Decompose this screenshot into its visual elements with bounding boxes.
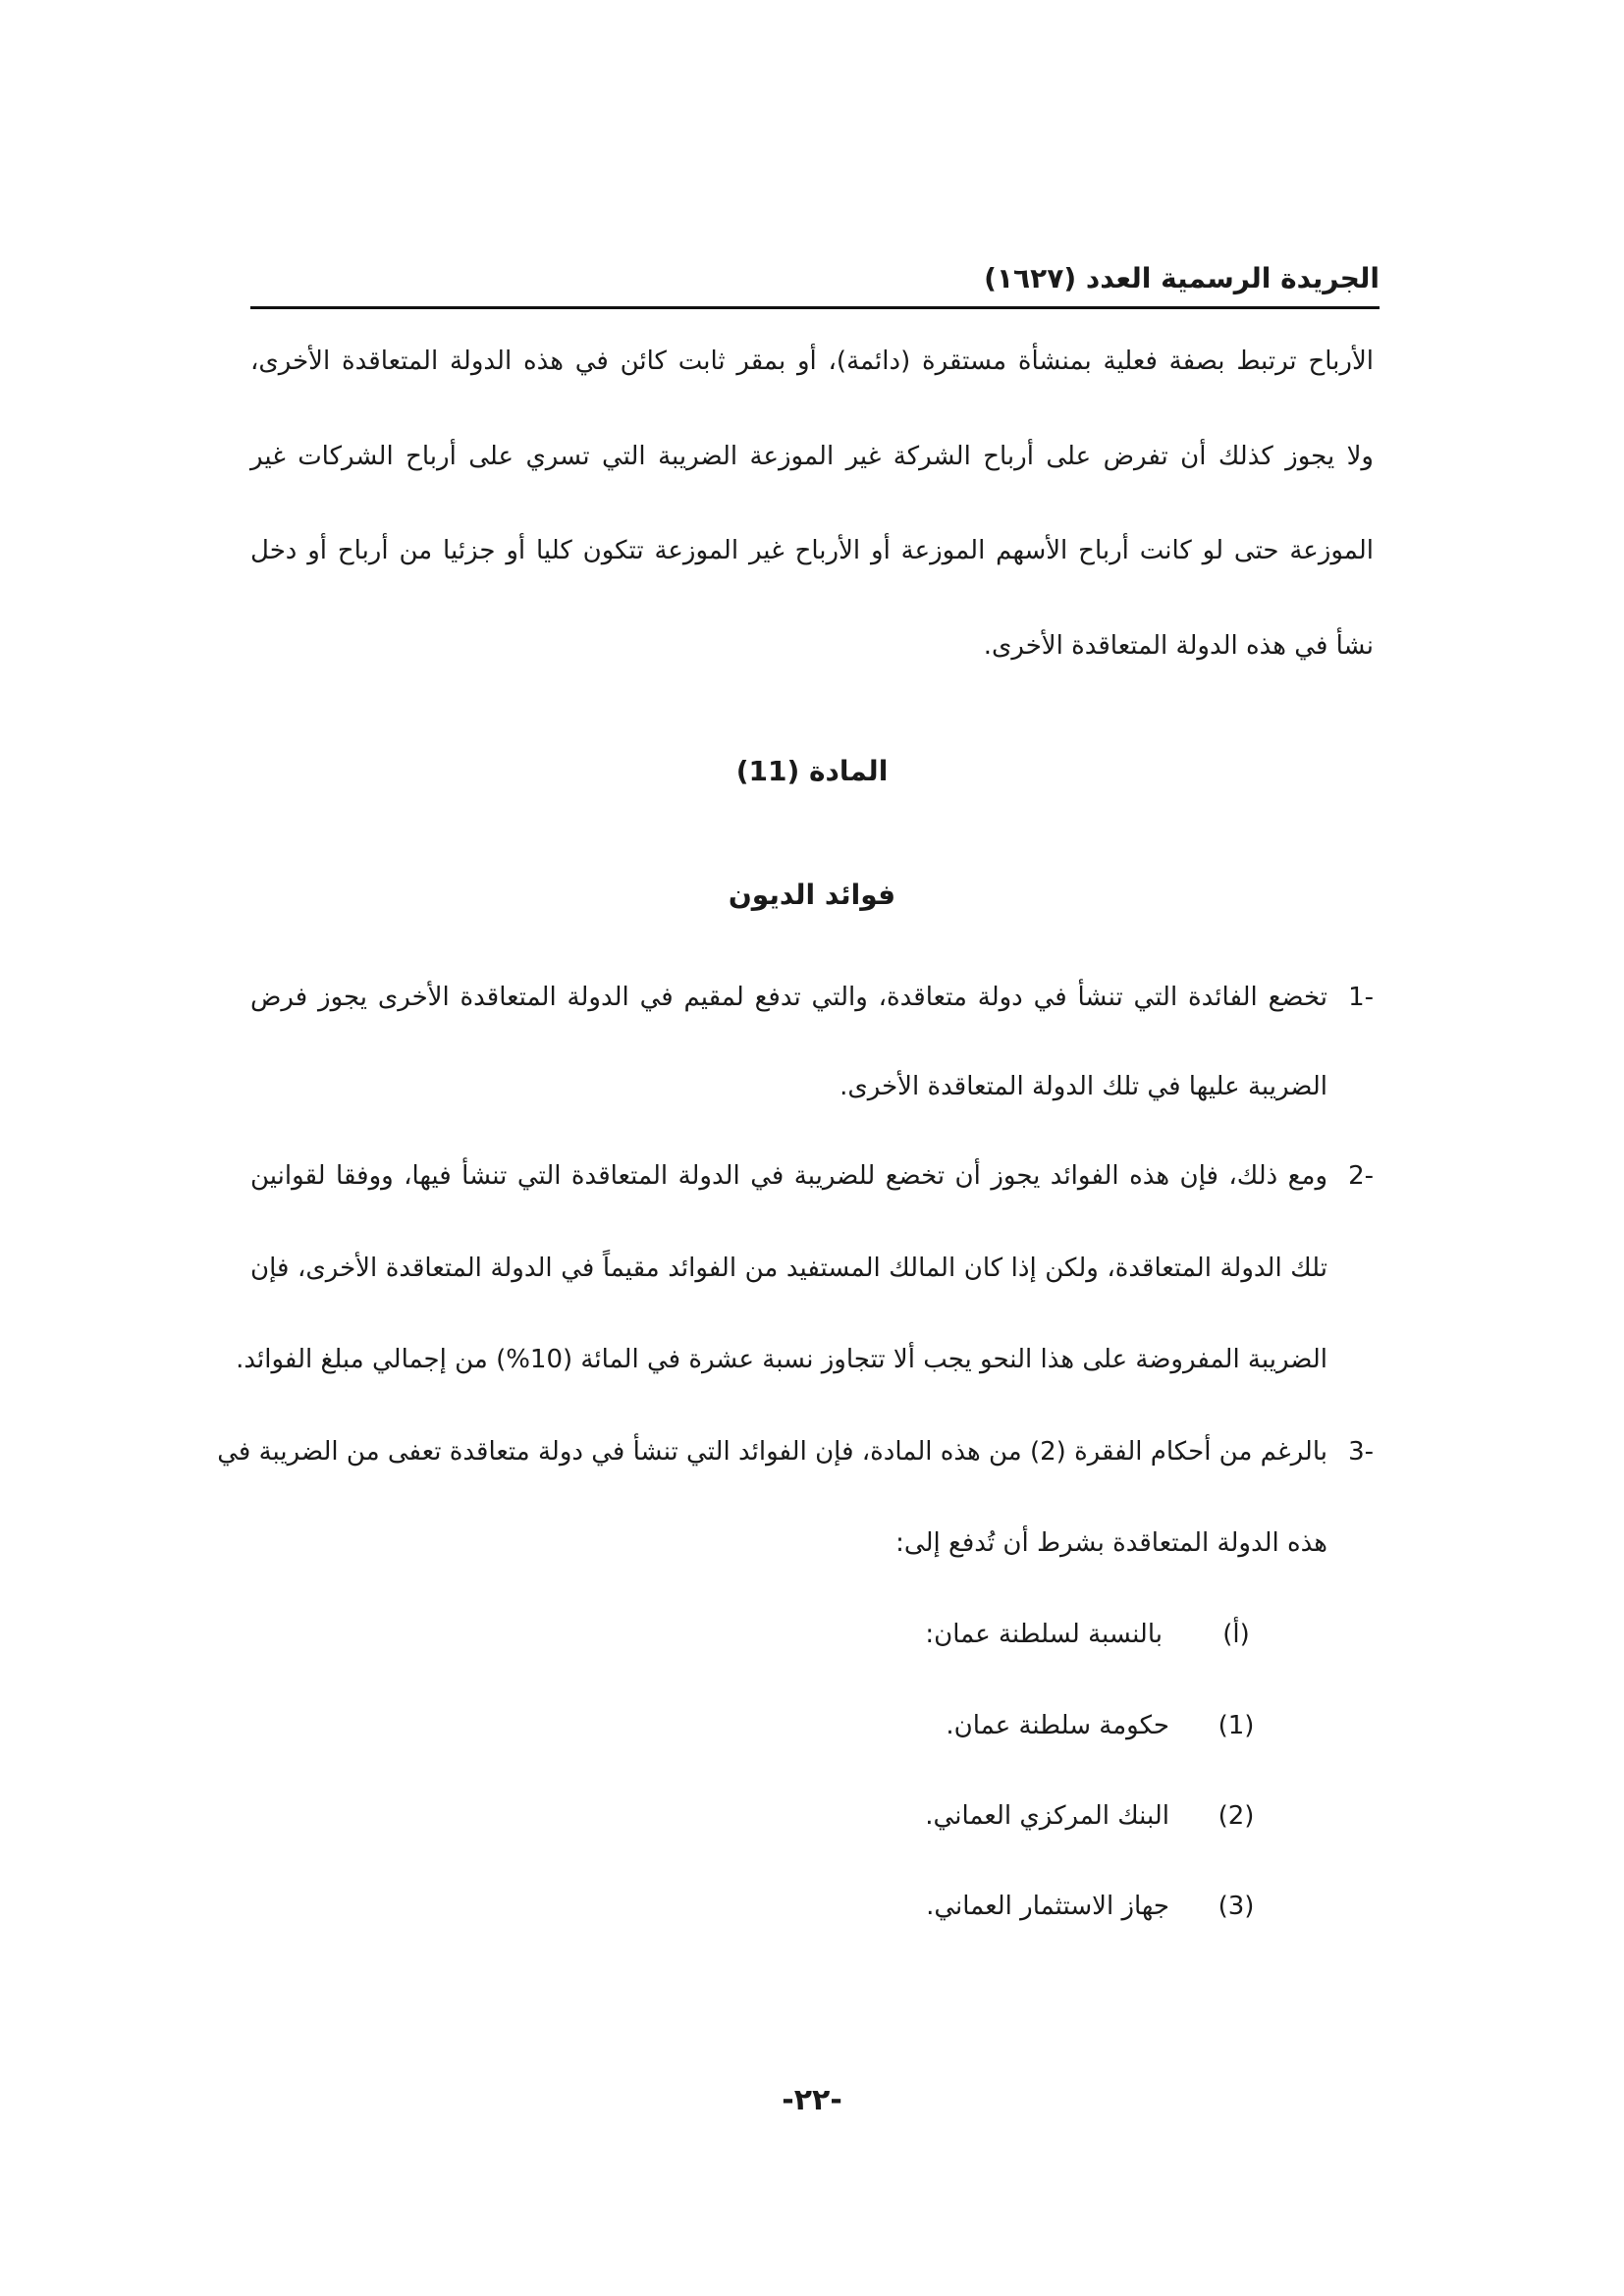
- subitem-3-text: جهاز الاستثمار العماني.: [926, 1892, 1169, 1921]
- paragraph-2-number: -2: [1348, 1161, 1374, 1191]
- paragraph-2-line-3: الضريبة المفروضة على هذا النحو يجب ألا تتجاوز نسبة عشرة في المائة (10%) من إجمالي مبلغ الفوائد.: [236, 1345, 1327, 1374]
- subitem-a-text: بالنسبة لسلطنة عمان:: [925, 1620, 1163, 1649]
- paragraph-2-line-1: ومع ذلك، فإن هذه الفوائد يجوز أن تخضع للضريبة في الدولة المتعاقدة التي تنشأ فيها، ووفقا لقوانين: [250, 1161, 1327, 1191]
- article-title: فوائد الديون: [728, 879, 896, 911]
- paragraph-1-line-2: الضريبة عليها في تلك الدولة المتعاقدة الأخرى.: [839, 1072, 1327, 1101]
- subitem-2-text: البنك المركزي العماني.: [925, 1801, 1169, 1831]
- page-number: -٢٢-: [782, 2083, 842, 2117]
- paragraph-3-number: -3: [1348, 1437, 1374, 1467]
- paragraph-1-line-1: تخضع الفائدة التي تنشأ في دولة متعاقدة، والتي تدفع لمقيم في الدولة المتعاقدة الأخرى يجوز فرض: [250, 983, 1327, 1012]
- paragraph-1-number: -1: [1348, 983, 1374, 1012]
- subitem-1-text: حكومة سلطنة عمان.: [946, 1711, 1169, 1740]
- paragraph-3-line-1: بالرغم من أحكام الفقرة (2) من هذه المادة، فإن الفوائد التي تنشأ في دولة متعاقدة تعفى من الضريبة في: [217, 1437, 1327, 1467]
- intro-line-4: نشأ في هذه الدولة المتعاقدة الأخرى.: [983, 631, 1374, 661]
- intro-line-2: ولا يجوز كذلك أن تفرض على أرباح الشركة غير الموزعة الضريبة التي تسري على أرباح الشركات غير: [250, 442, 1374, 471]
- paragraph-2-line-2: تلك الدولة المتعاقدة، ولكن إذا كان المالك المستفيد من الفوائد مقيماً في الدولة المتعاقدة الأخرى، فإن: [250, 1254, 1327, 1283]
- subitem-3-label: (3): [1218, 1892, 1255, 1921]
- subitem-a-label: (أ): [1222, 1620, 1250, 1649]
- paragraph-3-line-2: هذه الدولة المتعاقدة بشرط أن تُدفع إلى:: [895, 1528, 1327, 1558]
- article-number: المادة (11): [735, 755, 889, 787]
- subitem-2-label: (2): [1218, 1801, 1255, 1831]
- intro-line-3: الموزعة حتى لو كانت أرباح الأسهم الموزعة أو الأرباح غير الموزعة تتكون كليا أو جزئيا من أرباح أو دخل: [250, 536, 1374, 565]
- subitem-1-label: (1): [1218, 1711, 1255, 1740]
- page-header: [250, 257, 1380, 309]
- gazette-title: الجريدة الرسمية العدد (١٦٢٧): [984, 262, 1380, 294]
- intro-line-1: الأرباح ترتبط بصفة فعلية بمنشأة مستقرة (دائمة)، أو بمقر ثابت كائن في هذه الدولة المتعاقدة الأخرى،: [250, 347, 1374, 376]
